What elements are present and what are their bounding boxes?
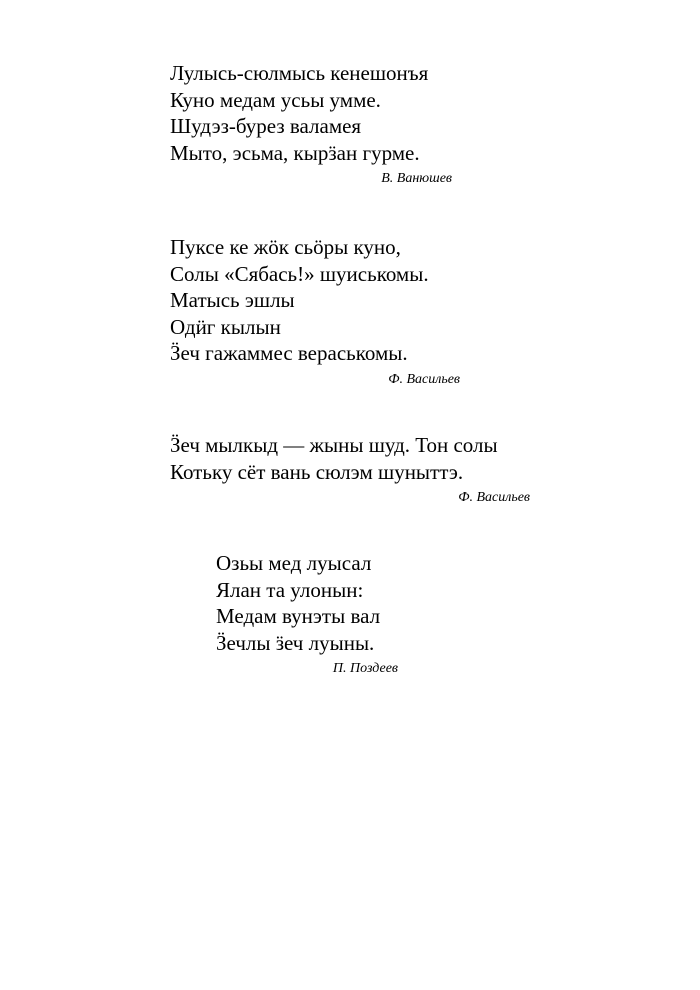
- verse-line: Солы «Сябась!» шуиськомы.: [170, 261, 429, 286]
- verse-author: Ф. Васильев: [388, 371, 460, 387]
- verse-line: Ӟечлы ӟеч луыны.: [216, 630, 375, 655]
- verse-line: Шудэз-бурез валамея: [170, 114, 362, 138]
- verse-line: Котьку сёт вань сюлэм шуныттэ.: [170, 459, 464, 484]
- verse-line: Ялан та улонын:: [216, 577, 364, 602]
- verse-block-1: [170, 60, 470, 188]
- verse-line: Матысь эшлы: [170, 288, 295, 312]
- verse-block-4: [216, 550, 416, 678]
- verse-author: Ф. Васильев: [458, 490, 530, 505]
- verse-line: Куно медам усьы умме.: [170, 87, 381, 112]
- verse-line: Ӟеч гажаммес вераськомы.: [170, 341, 408, 365]
- verse-line: Мыто, эсьма, кырӟан гурме.: [170, 140, 420, 165]
- verse-line: Озьы мед луысал: [216, 551, 372, 575]
- verse-block-3: [170, 432, 540, 507]
- verse-author: П. Поздеев: [332, 661, 398, 676]
- verse-block-2: [170, 234, 470, 389]
- verse-line: Ӟеч мылкыд — жыны шуд. Тон солы: [170, 433, 498, 457]
- verse-line: Лулысь-сюлмысь кенешонъя: [170, 61, 429, 85]
- verse-line: Одӥг кылын: [170, 314, 281, 339]
- verse-author: В. Ванюшев: [381, 171, 452, 186]
- verse-line: Медам вунэты вал: [216, 604, 381, 628]
- verse-line: Пуксе ке жӧк сьӧры куно,: [170, 235, 401, 259]
